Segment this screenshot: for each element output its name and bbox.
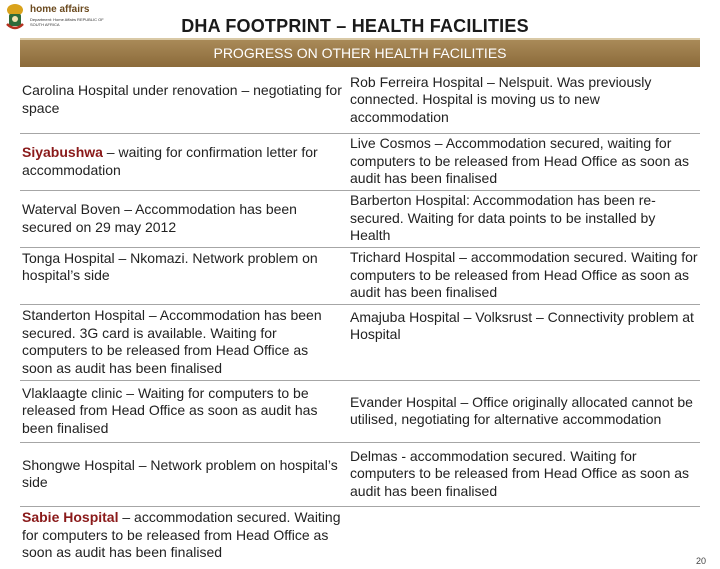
section-banner: PROGRESS ON OTHER HEALTH FACILITIES <box>20 38 700 67</box>
dha-logo <box>4 2 112 36</box>
facility-highlight: Sabie Hospital <box>22 509 119 525</box>
facility-status: Standerton Hospital – Accommodation has been secured. 3G card is available. Waiting for computers to be released from Head Office as soon as audit has been finalised <box>22 307 322 376</box>
left-cell <box>20 506 346 564</box>
table-row <box>20 304 700 380</box>
facility-status: Trichard Hospital – accommodation secured. Waiting for computers to be released from Head Office as soon as audit has been finalised <box>350 249 698 301</box>
coat-of-arms-icon <box>4 2 26 32</box>
logo-brand-text: home affairs <box>30 4 90 15</box>
facility-status: Waterval Boven – Accommodation has been secured on 29 may 2012 <box>22 201 297 235</box>
left-cell <box>20 247 346 304</box>
facility-status: – accommodation secured. Waiting for computers to be released from Head Office as soon as audit has been finalised <box>22 509 341 560</box>
right-cell <box>346 304 700 380</box>
facility-status: Tonga Hospital – Nkomazi. Network problem on hospital’s side <box>22 249 318 283</box>
facility-status: Evander Hospital – Office originally allocated cannot be utilised, negotiating for alternative accommodation <box>350 393 693 427</box>
left-cell <box>20 133 346 190</box>
table-row <box>20 133 700 190</box>
right-cell <box>346 442 700 506</box>
page-title: DHA FOOTPRINT – HEALTH FACILITIES <box>181 16 529 36</box>
facility-status: Barberton Hospital: Accommodation has been re-secured. Waiting for data points to be installed by Health <box>350 192 656 244</box>
facility-status: Amajuba Hospital – Volksrust – Connectivity problem at Hospital <box>350 308 694 342</box>
facility-status: Live Cosmos – Accommodation secured, waiting for computers to be released from Head Office as soon as audit has been finalised <box>350 135 690 187</box>
page-number: 20 <box>695 556 706 566</box>
right-cell <box>346 67 700 133</box>
right-cell <box>346 506 700 564</box>
right-cell <box>346 380 700 442</box>
right-cell <box>346 247 700 304</box>
facility-status: Delmas - accommodation secured. Waiting for computers to be released from Head Office as soon as audit has been finalised <box>350 447 690 499</box>
table-row <box>20 247 700 304</box>
left-cell <box>20 67 346 133</box>
facility-status: Vlaklaagte clinic – Waiting for computers to be released from Head Office as soon as audit has been finalised <box>22 384 318 436</box>
facility-status: Shongwe Hospital – Network problem on hospital’s side <box>22 456 338 490</box>
logo-sub-text: Department: Home Affairs REPUBLIC OF SOUTH AFRICA <box>30 17 104 27</box>
right-cell <box>346 190 700 247</box>
facility-status: Rob Ferreira Hospital – Nelspuit. Was previously connected. Hospital is moving us to new accommodation <box>350 73 652 125</box>
facility-status: Carolina Hospital under renovation – negotiating for space <box>22 82 342 116</box>
facilities-table <box>20 67 700 564</box>
table-row <box>20 442 700 506</box>
table-row <box>20 506 700 564</box>
table-row <box>20 190 700 247</box>
left-cell <box>20 442 346 506</box>
left-cell <box>20 380 346 442</box>
right-cell <box>346 133 700 190</box>
facility-status: – waiting for confirmation letter for accommodation <box>22 144 318 178</box>
left-cell <box>20 190 346 247</box>
table-row <box>20 67 700 133</box>
left-cell <box>20 304 346 380</box>
table-row <box>20 380 700 442</box>
facility-highlight: Siyabushwa <box>22 144 103 160</box>
